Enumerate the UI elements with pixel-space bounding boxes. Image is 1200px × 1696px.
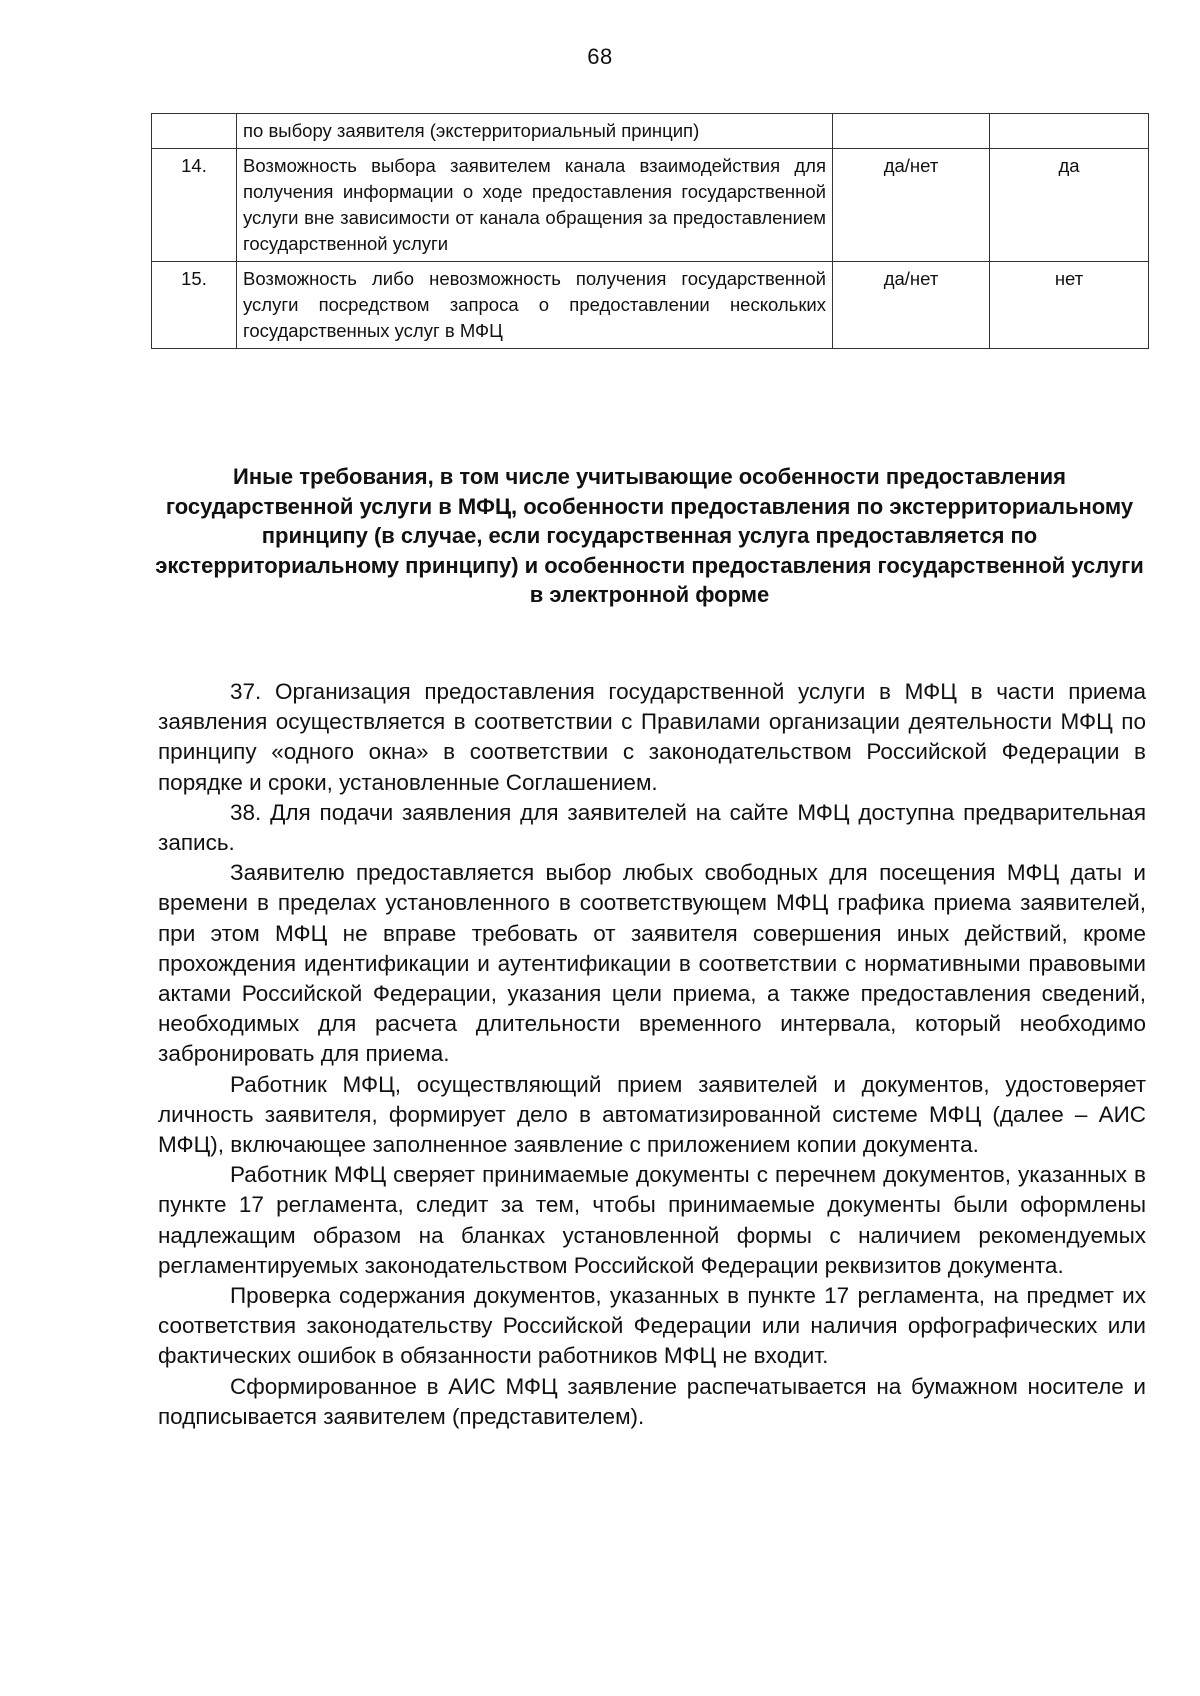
indicator-text: Возможность либо невозможность получения государственной услуги посредством запроса о предоставлении нескольких государственных услуг в МФЦ — [237, 262, 833, 349]
unit-cell — [833, 114, 990, 149]
paragraph: Работник МФЦ, осуществляющий прием заявителей и документов, удостоверяет личность заявителя, формирует дело в автоматизированной системе МФЦ (далее – АИС МФЦ), включающее заполненное заявление с приложением копии документа. — [158, 1071, 1146, 1158]
paragraph: Заявителю предоставляется выбор любых свободных для посещения МФЦ даты и времени в пределах установленного в соответствующем МФЦ графика приема заявителей, при этом МФЦ не вправе требовать от заявителя совершения иных действий, кроме прохождения идентификации и аутентификации в соответствии с нормативными правовыми актами Российской Федерации, указания цели приема, а также предоставления сведений, необходимых для расчета длительности временного интервала, который необходимо забронировать для приема. — [158, 860, 1146, 1067]
indicator-text: Возможность выбора заявителем канала взаимодействия для получения информации о ходе предоставления государственной услуги вне зависимости от канала обращения за предоставлением государственной услуги — [237, 149, 833, 262]
indicator-text: по выбору заявителя (экстерриториальный принцип) — [237, 114, 833, 149]
indicators-table — [151, 113, 1149, 349]
row-number: 14. — [152, 149, 237, 262]
unit-cell: да/нет — [833, 149, 990, 262]
page-number: 68 — [587, 44, 613, 69]
body-text — [158, 677, 1146, 1432]
paragraph: Проверка содержания документов, указанных в пункте 17 регламента, на предмет их соответствия законодательству Российской Федерации или наличия орфографических или фактических ошибок в обязанности работников МФЦ не входит. — [158, 1283, 1146, 1369]
paragraph: Работник МФЦ сверяет принимаемые документы с перечнем документов, указанных в пункте 17 регламента, следит за тем, чтобы принимаемые документы были оформлены надлежащим образом на бланках установленной формы с наличием рекомендуемых регламентируемых законодательством Российской Федерации реквизитов документа. — [158, 1162, 1146, 1278]
section-heading: Иные требования, в том числе учитывающие особенности предоставления государственной услуги в МФЦ, особенности предоставления по экстерриториальному принципу (в случае, если государственная услуга предоставляется по экстерриториальному принципу) и особенности предоставления государственной услуги в электронной форме — [155, 464, 1144, 608]
row-number — [152, 114, 237, 149]
unit-cell: да/нет — [833, 262, 990, 349]
value-cell: да — [990, 149, 1149, 262]
table-row — [152, 114, 1149, 149]
row-number: 15. — [152, 262, 237, 349]
value-cell: нет — [990, 262, 1149, 349]
paragraph: Сформированное в АИС МФЦ заявление распечатывается на бумажном носителе и подписывается заявителем (представителем). — [158, 1373, 1146, 1429]
value-cell — [990, 114, 1149, 149]
paragraph: 37. Организация предоставления государственной услуги в МФЦ в части приема заявления осуществляется в соответствии с Правилами организации деятельности МФЦ по принципу «одного окна» в соответствии с законодательством Российской Федерации в порядке и сроки, установленные Соглашением. — [158, 679, 1146, 795]
table-row — [152, 262, 1149, 349]
table-row — [152, 149, 1149, 262]
paragraph: 38. Для подачи заявления для заявителей на сайте МФЦ доступна предварительная запись. — [158, 799, 1146, 856]
